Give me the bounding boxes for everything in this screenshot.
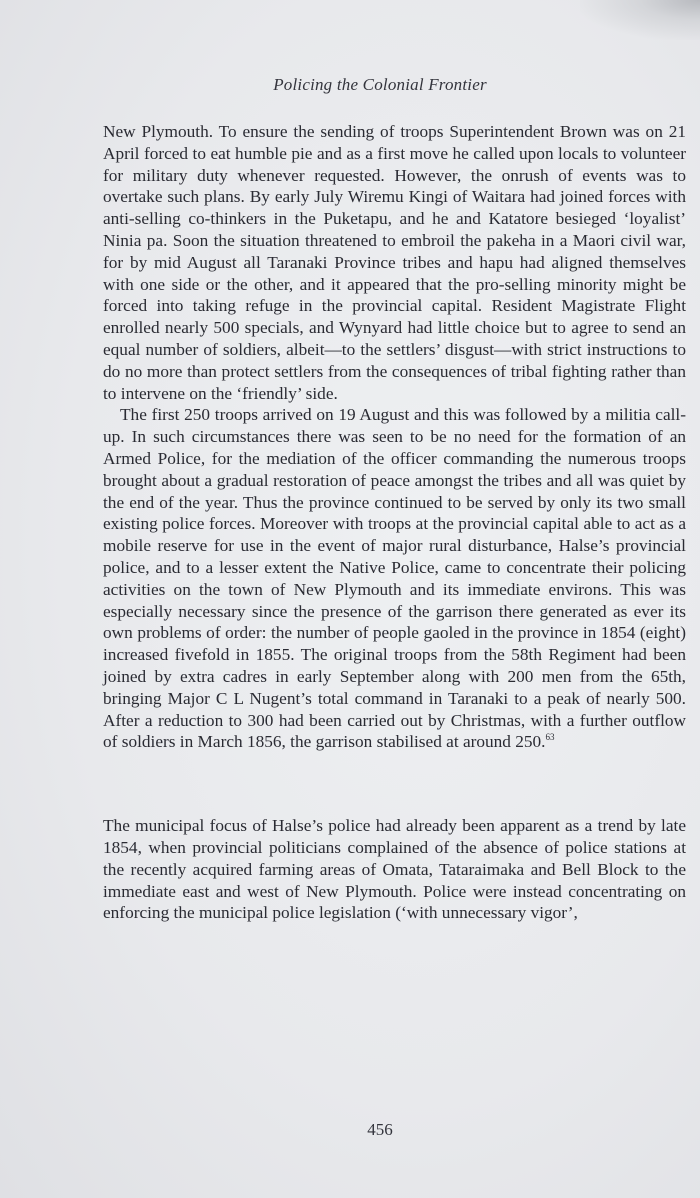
paragraph-3: The municipal focus of Halse’s police had already been apparent as a trend by late 1854, when provincial politicians complained of the absence of police stations at the recently acquired farming areas of Omata, Tataraimaka and Bell Block to the immediate east and west of New Plymouth. Police were instead concentrating on enforcing the municipal police legislation (‘with unnecessary vigor’, — [103, 816, 686, 923]
footnote-reference: 63 — [545, 732, 555, 743]
body-text — [103, 121, 686, 924]
section-break — [103, 753, 686, 815]
page-corner-shadow — [580, 0, 700, 40]
paragraph-2-text: The first 250 troops arrived on 19 August and this was followed by a militia call-up. In such circumstances there was seen to be no need for the formation of an Armed Police, for the mediation of the officer commanding the numerous troops brought about a gradual restoration of peace amongst the tribes and all was quiet by the end of the year. Thus the province continued to be served by only its two small existing police forces. Moreover with troops at the provincial capital able to act as a mobile reserve for use in the event of major rural disturbance, Halse’s provincial police, and to a lesser extent the Native Police, came to concentrate their policing activities on the town of New Plymouth and its immediate environs. This was especially necessary since the presence of the garrison there generated as ever its own problems of order: the number of people gaoled in the province in 1854 (eight) increased fivefold in 1855. The original troops from the 58th Regiment had been joined by extra cadres in early September along with 200 men from the 65th, bringing Major C L Nugent’s total command in Taranaki to a peak of nearly 500. After a reduction to 300 had been carried out by Christmas, with a further outflow of soldiers in March 1856, the garrison stabilised at around 250. — [103, 405, 686, 752]
paragraph-2 — [103, 404, 686, 753]
running-head: Policing the Colonial Frontier — [273, 75, 487, 94]
paragraph-1: New Plymouth. To ensure the sending of troops Superintendent Brown was on 21 April forced to eat humble pie and as a first move he called upon locals to volunteer for military duty whenever requested. However, the onrush of events was to overtake such plans. By early July Wiremu Kingi of Waitara had joined forces with anti-selling co-thinkers in the Puketapu, and he and Katatore besieged ‘loyalist’ Ninia pa. Soon the situation threatened to embroil the pakeha in a Maori civil war, for by mid August all Taranaki Province tribes and hapu had aligned themselves with one side or the other, and it appeared that the pro-selling minority might be forced into taking refuge in the provincial capital. Resident Magistrate Flight enrolled nearly 500 specials, and Wynyard had little choice but to agree to send an equal number of soldiers, albeit—to the settlers’ disgust—with strict instructions to do no more than protect settlers from the consequences of tribal fighting rather than to intervene on the ‘friendly’ side. — [103, 122, 686, 403]
page-number: 456 — [367, 1120, 393, 1139]
